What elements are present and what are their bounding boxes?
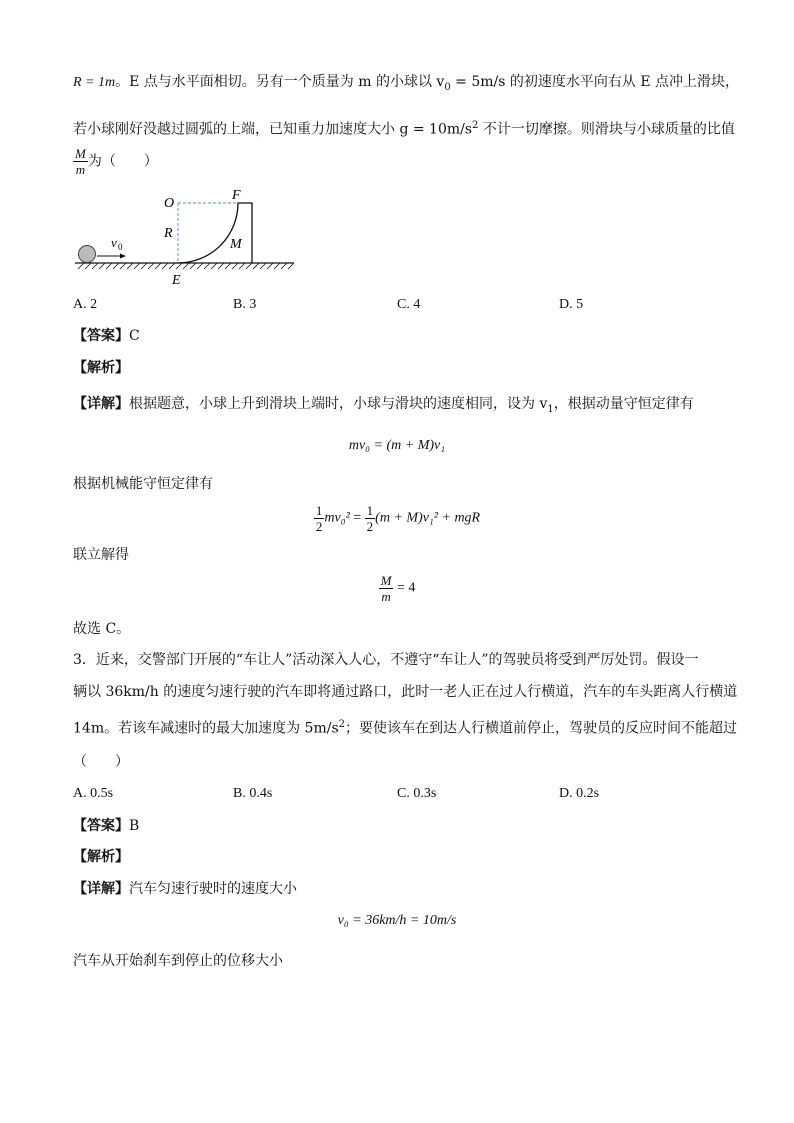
answer-value: B: [129, 818, 140, 834]
q3-equation-speed: v₀ = 36km/h = 10m/s: [337, 913, 457, 928]
q2-option-d: D. 5: [559, 297, 584, 312]
ball: [79, 246, 96, 263]
half-fraction-right: [365, 503, 376, 534]
q2-figure: [70, 185, 300, 290]
equation-lhs: mv₀²: [324, 510, 350, 526]
q2-stem-line-2: [73, 116, 733, 140]
q3-stem-sup: 2: [338, 719, 345, 730]
q3-option-b: B. 0.4s: [233, 786, 273, 801]
q2-stem-text-2: = 5m/s 的初速度水平向右从 E 点冲上滑块，: [450, 74, 739, 90]
label-R: R: [164, 226, 173, 241]
answer-value: C: [129, 328, 140, 344]
q2-option-b: B. 3: [233, 297, 257, 312]
q2-ratio-suffix: 为（ ）: [87, 153, 158, 170]
q2-option-c: C. 4: [397, 297, 421, 312]
ratio-fraction: [379, 573, 394, 604]
ground-hatching: [78, 263, 294, 269]
q2-option-a: A. 2: [73, 297, 98, 312]
q3-stem-text: 14m。若该车减速时的最大加速度为 5m/s: [73, 720, 339, 737]
q3-option-c: C. 0.3s: [397, 786, 437, 801]
fraction-numerator: 1: [315, 503, 323, 518]
label-O: O: [164, 196, 175, 211]
q3-answer: [73, 816, 733, 836]
half-fraction-left: [314, 503, 325, 534]
q2-detail: [73, 394, 733, 420]
equals-sign: =: [349, 510, 365, 526]
q3-option-a: A. 0.5s: [73, 786, 114, 801]
arrow-head: [120, 254, 126, 259]
ratio-value: = 4: [393, 580, 416, 596]
detail-tag: 【详解】: [73, 396, 129, 412]
q2-ratio-fraction: [73, 146, 88, 177]
q2-stem-line-3: [73, 146, 733, 177]
fraction-numerator: M: [75, 146, 86, 161]
q2-equation-momentum: mv₀ = (m + M)v₁: [348, 438, 446, 453]
label-v: v: [111, 235, 117, 250]
analysis-tag: 【解析】: [73, 360, 129, 376]
label-F: F: [232, 188, 241, 203]
detail-text: 汽车匀速行驶时的速度大小: [129, 881, 297, 897]
equation-rhs: (m + M)v₁² + mgR: [375, 510, 481, 526]
label-M: M: [230, 237, 242, 252]
q3-analysis-tag: [73, 847, 733, 867]
q3-stem-line-1: 3．近来，交警部门开展的“车让人”活动深入人心，不遵守“车让人”的驾驶员将受到严厉处罚。假设一: [73, 652, 699, 668]
fraction-denominator: 2: [366, 519, 374, 534]
q3-stem-line-2: 辆以 36km/h 的速度匀速行驶的汽车即将通过路口，此时一老人正在过人行横道，汽车的车头距离人行横道: [73, 684, 738, 700]
q2-stem-text-3: 若小球刚好没越过圆弧的上端，已知重力加速度大小 g = 10m/s: [73, 121, 473, 138]
detail-tag: 【详解】: [73, 881, 129, 897]
q3-stem-line-3: [73, 715, 737, 739]
q3-stem-line-4: （ ）: [73, 754, 129, 770]
q2-stem-text-4: 不计一切摩擦。则滑块与小球质量的比值: [478, 121, 735, 138]
answer-tag: 【答案】: [73, 328, 129, 344]
q2-choose-text: 故选 C。: [73, 621, 131, 637]
q2-stem-text: 。E 点与水平面相切。另有一个质量为 m 的小球以 v: [115, 74, 445, 90]
q2-energy-text: 根据机械能守恒定律有: [73, 476, 213, 492]
q3-detail: [73, 879, 733, 899]
q3-displacement-text: 汽车从开始刹车到停止的位移大小: [73, 953, 283, 969]
q2-solve-text: 联立解得: [73, 547, 129, 563]
q2-analysis-tag: [73, 358, 733, 378]
detail-tail: ，根据动量守恒定律有: [553, 396, 694, 412]
q2-stem-sup: 2: [472, 120, 479, 131]
fraction-denominator: m: [75, 162, 86, 177]
label-v-sub: 0: [118, 242, 123, 252]
fraction-denominator: m: [381, 589, 391, 604]
detail-text: 根据题意，小球上升到滑块上端时，小球与滑块的速度相同，设为 v: [129, 396, 548, 412]
q2-stem-sub: 0: [444, 81, 451, 93]
fraction-numerator: 1: [366, 503, 374, 518]
fraction-numerator: M: [380, 573, 392, 588]
q3-stem-text-2: ；要使该车在到达人行横道前停止，驾驶员的反应时间不能超过: [345, 720, 737, 737]
q2-answer: [73, 326, 733, 346]
answer-tag: 【答案】: [73, 818, 129, 834]
q2-equation-ratio: [0, 573, 794, 604]
q2-equation-energy: [0, 503, 794, 534]
detail-sub: 1: [547, 403, 554, 415]
slider-block: [178, 203, 252, 263]
q2-radius-value: R = 1m: [73, 75, 116, 90]
label-E: E: [172, 273, 181, 288]
fraction-denominator: 2: [315, 519, 323, 534]
q3-option-d: D. 0.2s: [559, 786, 600, 801]
analysis-tag: 【解析】: [73, 849, 129, 865]
q2-stem-line-1: [73, 72, 739, 98]
